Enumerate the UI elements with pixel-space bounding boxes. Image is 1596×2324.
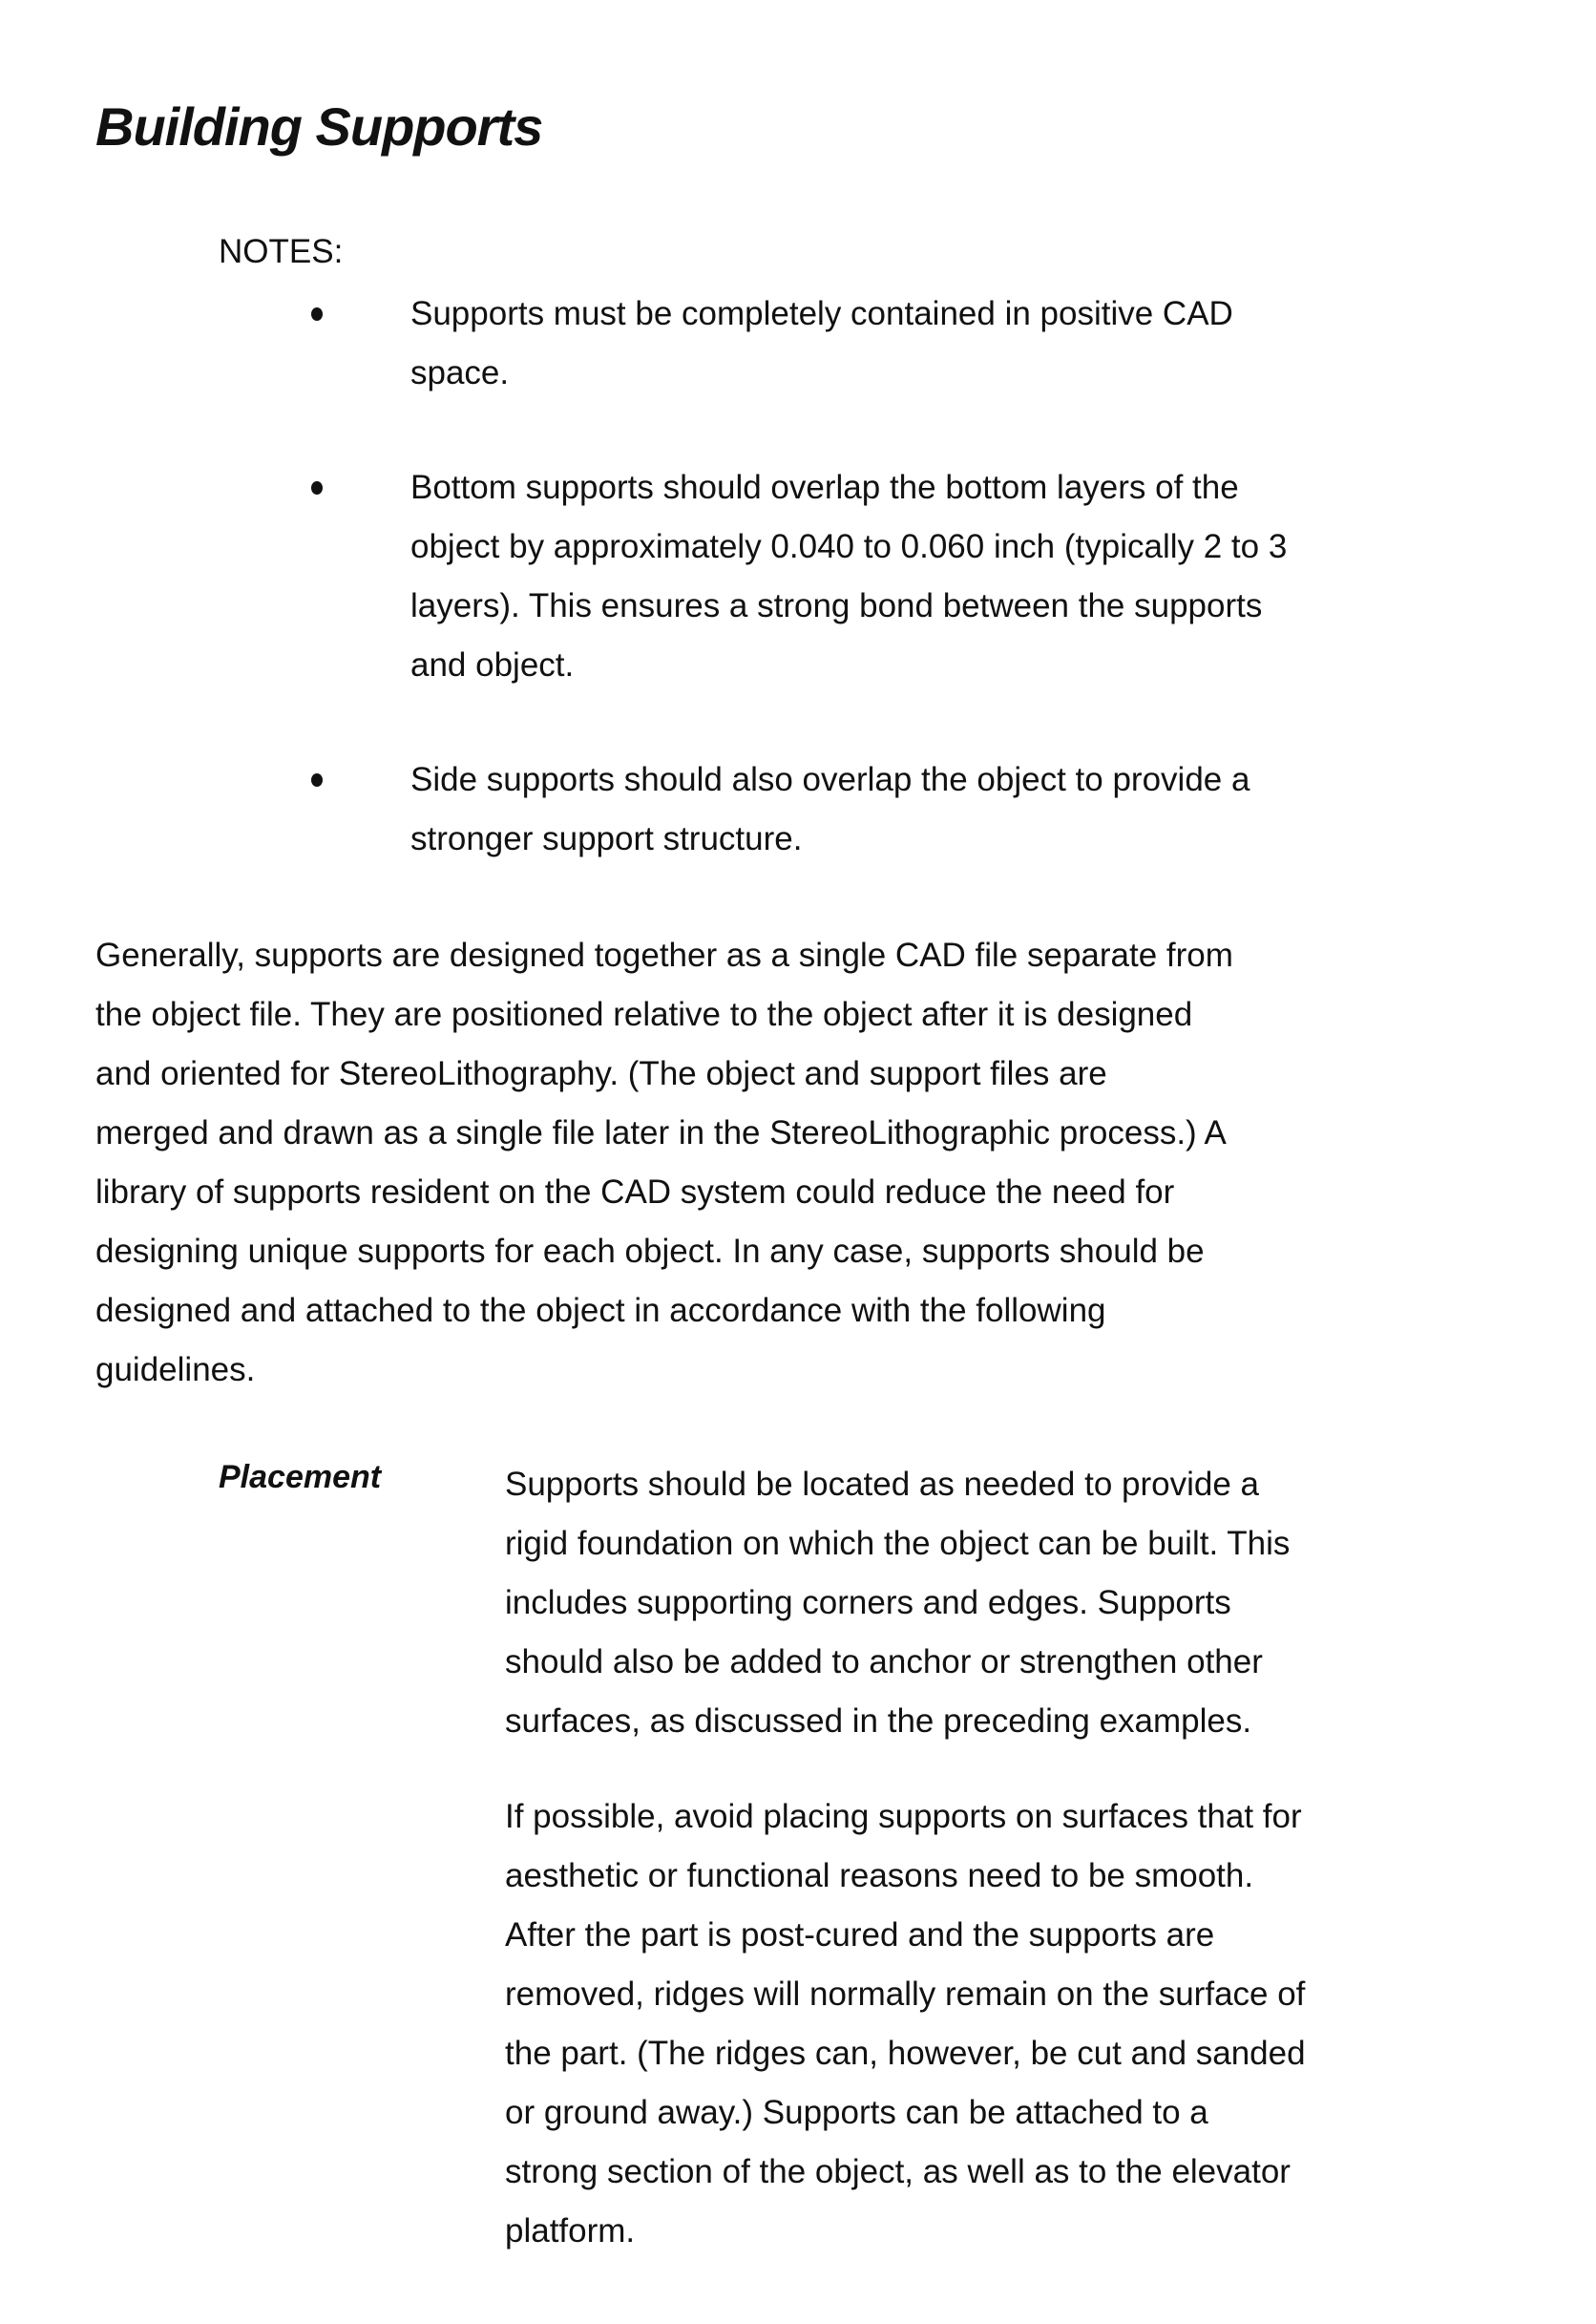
note-bullet-3 bbox=[410, 750, 1250, 869]
text-line: surfaces, as discussed in the preceding examples. bbox=[505, 1692, 1290, 1751]
text-line: Side supports should also overlap the object to provide a bbox=[410, 750, 1250, 810]
text-line: includes supporting corners and edges. Supports bbox=[505, 1574, 1290, 1633]
text-line: or ground away.) Supports can be attached to a bbox=[505, 2083, 1306, 2143]
placement-paragraph-1 bbox=[505, 1455, 1290, 1751]
text-line: Bottom supports should overlap the bottom layers of the bbox=[410, 458, 1287, 518]
text-line: designed and attached to the object in accordance with the following bbox=[95, 1281, 1233, 1341]
body-paragraph bbox=[95, 926, 1233, 1400]
text-line: object by approximately 0.040 to 0.060 inch (typically 2 to 3 bbox=[410, 518, 1287, 577]
text-line: library of supports resident on the CAD system could reduce the need for bbox=[95, 1163, 1233, 1222]
text-line: the part. (The ridges can, however, be cut and sanded bbox=[505, 2024, 1306, 2083]
text-line: platform. bbox=[505, 2202, 1306, 2261]
text-line: After the part is post-cured and the supports are bbox=[505, 1906, 1306, 1965]
text-line: If possible, avoid placing supports on surfaces that for bbox=[505, 1787, 1306, 1847]
placement-label: Placement bbox=[219, 1459, 381, 1496]
note-bullet-1 bbox=[410, 285, 1233, 403]
text-line: should also be added to anchor or strengthen other bbox=[505, 1633, 1290, 1692]
text-line: aesthetic or functional reasons need to be smooth. bbox=[505, 1847, 1306, 1906]
text-line: stronger support structure. bbox=[410, 810, 1250, 869]
text-line: layers). This ensures a strong bond between the supports bbox=[410, 577, 1287, 636]
text-line: and oriented for StereoLithography. (The object and support files are bbox=[95, 1045, 1233, 1104]
placement-paragraph-2 bbox=[505, 1787, 1306, 2261]
bullet-icon bbox=[311, 773, 323, 787]
text-line: merged and drawn as a single file later in the StereoLithographic process.) A bbox=[95, 1104, 1233, 1163]
note-bullet-2 bbox=[410, 458, 1287, 695]
text-line: strong section of the object, as well as to the elevator bbox=[505, 2143, 1306, 2202]
text-line: space. bbox=[410, 344, 1233, 403]
notes-label: NOTES: bbox=[219, 233, 343, 271]
text-line: Generally, supports are designed together as a single CAD file separate from bbox=[95, 926, 1233, 985]
text-line: Supports must be completely contained in positive CAD bbox=[410, 285, 1233, 344]
page-title: Building Supports bbox=[95, 95, 542, 158]
text-line: designing unique supports for each object. In any case, supports should be bbox=[95, 1222, 1233, 1281]
text-line: guidelines. bbox=[95, 1341, 1233, 1400]
bullet-icon bbox=[311, 307, 323, 321]
text-line: and object. bbox=[410, 636, 1287, 695]
text-line: rigid foundation on which the object can be built. This bbox=[505, 1514, 1290, 1574]
bullet-icon bbox=[311, 481, 323, 495]
text-line: the object file. They are positioned relative to the object after it is designed bbox=[95, 985, 1233, 1045]
text-line: removed, ridges will normally remain on the surface of bbox=[505, 1965, 1306, 2024]
text-line: Supports should be located as needed to provide a bbox=[505, 1455, 1290, 1514]
